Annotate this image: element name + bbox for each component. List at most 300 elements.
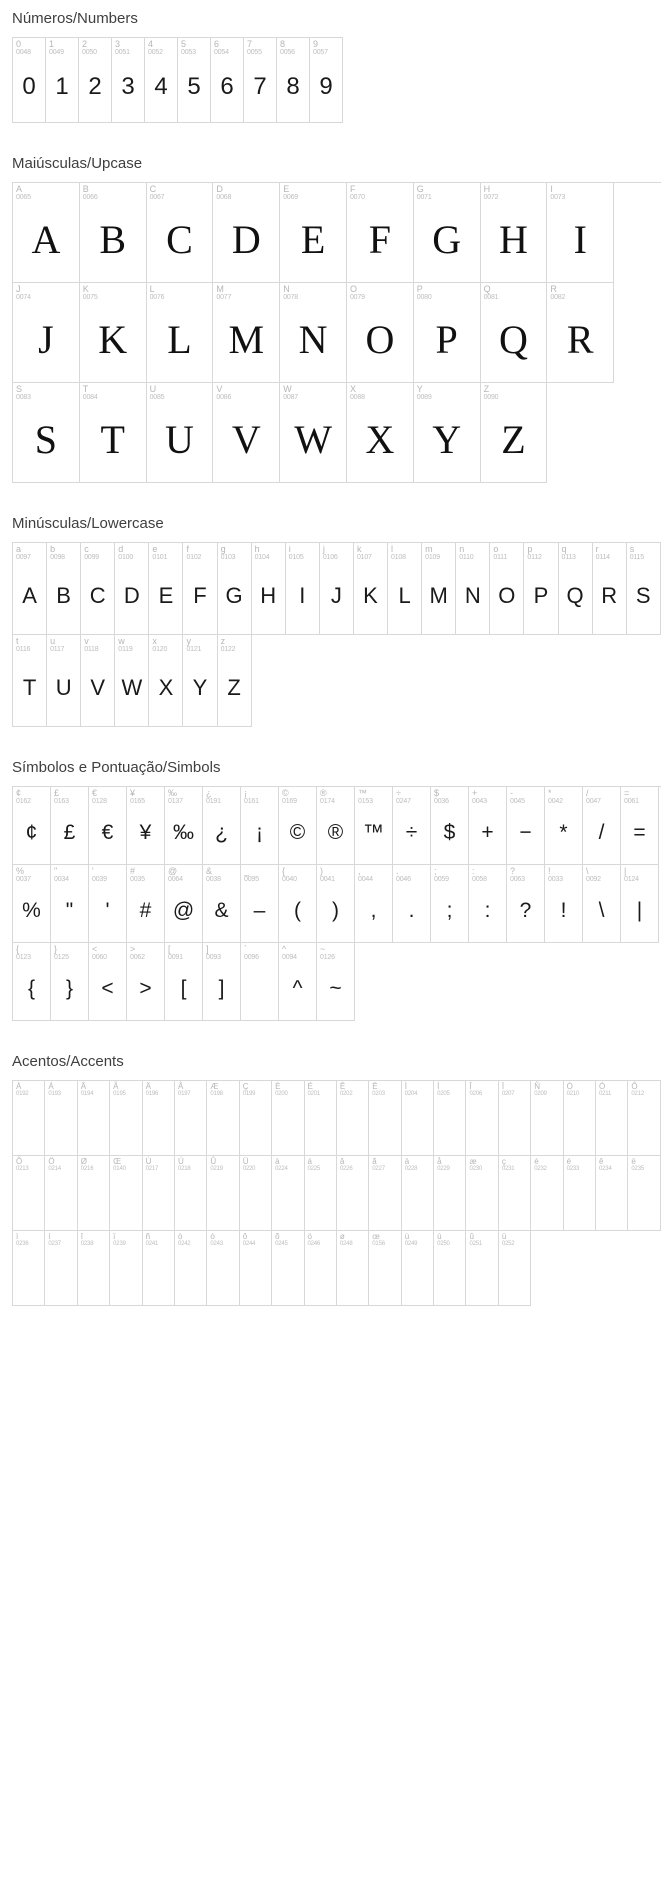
glyph-code: 0163	[54, 798, 69, 806]
glyph-char-label: I	[550, 184, 553, 194]
glyph-code: 0037	[16, 876, 31, 884]
glyph-cell[interactable]	[240, 1156, 272, 1231]
glyph-cell[interactable]	[218, 635, 252, 727]
glyph-char-label: u	[50, 636, 56, 646]
glyph-code: 0055	[247, 49, 262, 57]
glyph-cell[interactable]	[434, 1156, 466, 1231]
glyph-char-label: Ñ	[534, 1082, 541, 1091]
glyph-cell[interactable]	[402, 1081, 434, 1156]
glyph-char-label: .	[396, 866, 399, 876]
glyph-code: 0126	[320, 954, 335, 962]
glyph-code: 0242	[177, 1241, 191, 1248]
glyph-cell[interactable]	[469, 787, 507, 865]
glyph-preview	[628, 1173, 659, 1230]
glyph-code: 0085	[149, 394, 165, 402]
glyph-cell[interactable]	[279, 787, 317, 865]
glyph-cell[interactable]	[337, 1156, 369, 1231]
glyph-preview: #	[139, 898, 152, 922]
glyph-char-label: a	[16, 544, 22, 554]
glyph-code: 0212	[631, 1091, 644, 1098]
glyph-cell[interactable]	[89, 787, 127, 865]
glyph-cell[interactable]	[414, 183, 481, 283]
glyph-char-label: Û	[210, 1157, 217, 1166]
glyph-cell[interactable]	[490, 543, 524, 635]
glyph-cell[interactable]	[279, 865, 317, 943]
glyph-char-label: ®	[320, 788, 327, 798]
glyph-code: 0125	[54, 954, 69, 962]
glyph-cell[interactable]	[596, 1156, 628, 1231]
glyph-code: 0097	[16, 554, 31, 562]
glyph-cell[interactable]	[149, 635, 183, 727]
glyph-cell[interactable]	[78, 1231, 110, 1306]
glyph-char-label: |	[624, 866, 627, 876]
glyph-preview	[337, 1248, 368, 1305]
glyph-preview: .	[408, 898, 415, 922]
glyph-cell[interactable]	[545, 787, 583, 865]
glyph-code: 0092	[586, 876, 601, 884]
glyph-cell[interactable]	[145, 38, 178, 123]
glyph-cell[interactable]	[203, 865, 241, 943]
glyph-cell[interactable]	[388, 543, 422, 635]
glyph-cell[interactable]	[45, 1231, 77, 1306]
glyph-cell[interactable]	[213, 183, 280, 283]
glyph-code: 0225	[307, 1166, 321, 1173]
glyph-code: 0081	[483, 294, 499, 302]
glyph-preview	[466, 1248, 497, 1305]
glyph-char-label: $	[434, 788, 440, 798]
glyph-cell[interactable]	[165, 865, 203, 943]
glyph-grid	[12, 542, 661, 727]
glyph-cell[interactable]	[456, 543, 490, 635]
glyph-cell[interactable]	[337, 1081, 369, 1156]
glyph-cell[interactable]	[165, 787, 203, 865]
glyph-char-label: &	[206, 866, 213, 876]
glyph-cell[interactable]	[280, 283, 347, 383]
glyph-cell[interactable]	[621, 865, 659, 943]
glyph-cell[interactable]	[13, 1156, 45, 1231]
glyph-code: 0156	[372, 1241, 385, 1248]
glyph-meta	[241, 943, 278, 962]
glyph-char-label: Ú	[177, 1157, 184, 1166]
glyph-cell[interactable]	[51, 943, 89, 1021]
glyph-cell[interactable]	[203, 943, 241, 1021]
glyph-cell[interactable]	[115, 635, 149, 727]
glyph-cell[interactable]	[434, 1081, 466, 1156]
section-title: Maiúsculas/Upcase	[12, 155, 143, 172]
glyph-cell[interactable]	[305, 1081, 337, 1156]
glyph-meta	[286, 543, 319, 562]
glyph-cell[interactable]	[51, 865, 89, 943]
glyph-cell[interactable]	[207, 1156, 239, 1231]
glyph-preview	[240, 1173, 271, 1230]
glyph-meta	[13, 787, 50, 806]
glyph-cell[interactable]	[218, 543, 252, 635]
glyph-cell[interactable]	[286, 543, 320, 635]
glyph-cell[interactable]	[499, 1081, 531, 1156]
glyph-code: 0104	[254, 554, 270, 562]
glyph-cell[interactable]	[481, 183, 548, 283]
glyph-char-label: r	[595, 544, 599, 554]
glyph-char-label: Ç	[242, 1082, 249, 1091]
glyph-cell[interactable]	[240, 1081, 272, 1156]
glyph-cell[interactable]	[466, 1081, 498, 1156]
glyph-meta	[213, 183, 279, 202]
glyph-cell[interactable]	[337, 1231, 369, 1306]
glyph-meta	[13, 283, 79, 302]
glyph-cell[interactable]	[347, 183, 414, 283]
glyph-code: 0068	[216, 194, 232, 202]
glyph-cell[interactable]	[211, 38, 244, 123]
glyph-cell[interactable]	[115, 543, 149, 635]
glyph-meta	[13, 183, 79, 202]
glyph-code: 0213	[16, 1166, 29, 1173]
section-numbers	[0, 0, 661, 137]
glyph-char-label: W	[283, 384, 292, 394]
glyph-char-label: '	[92, 866, 94, 876]
glyph-preview	[369, 1173, 400, 1230]
glyph-cell[interactable]	[545, 865, 583, 943]
glyph-cell[interactable]	[241, 865, 279, 943]
glyph-cell[interactable]	[80, 283, 147, 383]
glyph-meta	[621, 865, 658, 884]
glyph-cell[interactable]	[466, 1231, 498, 1306]
glyph-cell[interactable]	[431, 787, 469, 865]
glyph-char-label: )	[320, 866, 323, 876]
glyph-meta	[621, 787, 658, 806]
glyph-preview: ,	[370, 898, 377, 922]
glyph-preview	[466, 1173, 497, 1230]
glyph-code: 0062	[130, 954, 145, 962]
glyph-cell[interactable]	[147, 383, 214, 483]
glyph-cell[interactable]	[481, 283, 548, 383]
glyph-cell[interactable]	[469, 865, 507, 943]
glyph-char-label: U	[149, 384, 157, 394]
glyph-cell[interactable]	[183, 543, 217, 635]
glyph-cell[interactable]	[347, 383, 414, 483]
glyph-cell[interactable]	[564, 1081, 596, 1156]
glyph-cell[interactable]	[507, 787, 545, 865]
glyph-meta	[402, 1231, 433, 1248]
glyph-cell[interactable]	[414, 383, 481, 483]
glyph-cell[interactable]	[165, 943, 203, 1021]
glyph-cell[interactable]	[393, 865, 431, 943]
glyph-cell[interactable]	[175, 1231, 207, 1306]
glyph-preview: €	[101, 820, 114, 844]
glyph-code: 0239	[113, 1241, 126, 1248]
glyph-code: 0174	[320, 798, 335, 806]
glyph-code: 0216	[80, 1166, 94, 1173]
glyph-cell[interactable]	[241, 943, 279, 1021]
glyph-preview: Z	[227, 674, 241, 700]
glyph-cell[interactable]	[252, 543, 286, 635]
glyph-cell[interactable]	[51, 787, 89, 865]
glyph-cell[interactable]	[305, 1231, 337, 1306]
glyph-meta	[127, 943, 164, 962]
glyph-cell[interactable]	[621, 787, 659, 865]
glyph-code: 0046	[396, 876, 411, 884]
glyph-cell[interactable]	[272, 1156, 304, 1231]
glyph-cell[interactable]	[593, 543, 627, 635]
glyph-cell[interactable]	[431, 865, 469, 943]
glyph-cell[interactable]	[143, 1081, 175, 1156]
glyph-meta	[165, 787, 202, 806]
glyph-preview	[272, 1173, 303, 1230]
glyph-char-label: j	[322, 544, 325, 554]
glyph-cell[interactable]	[81, 635, 115, 727]
glyph-cell[interactable]	[78, 1081, 110, 1156]
glyph-cell[interactable]	[110, 1231, 142, 1306]
glyph-meta	[317, 865, 354, 884]
glyph-cell[interactable]	[13, 787, 51, 865]
glyph-cell[interactable]	[207, 1081, 239, 1156]
glyph-cell[interactable]	[277, 38, 310, 123]
glyph-preview: %	[22, 898, 41, 922]
glyph-cell[interactable]	[47, 635, 81, 727]
glyph-cell[interactable]	[434, 1231, 466, 1306]
glyph-cell[interactable]	[524, 543, 558, 635]
glyph-char-label: E	[283, 184, 290, 194]
glyph-preview: 5	[187, 73, 201, 101]
glyph-cell[interactable]	[127, 865, 165, 943]
glyph-meta	[469, 787, 506, 806]
glyph-cell[interactable]	[369, 1231, 401, 1306]
glyph-preview	[564, 1098, 595, 1155]
glyph-cell[interactable]	[355, 865, 393, 943]
glyph-cell[interactable]	[564, 1156, 596, 1231]
glyph-meta	[127, 787, 164, 806]
glyph-cell[interactable]	[147, 183, 214, 283]
glyph-cell[interactable]	[81, 543, 115, 635]
glyph-cell[interactable]	[596, 1081, 628, 1156]
glyph-grid	[12, 37, 343, 123]
glyph-meta	[402, 1081, 433, 1098]
glyph-code: 0122	[220, 646, 236, 654]
glyph-cell[interactable]	[45, 1081, 77, 1156]
glyph-char-label: {	[282, 866, 286, 876]
glyph-cell[interactable]	[89, 943, 127, 1021]
glyph-cell[interactable]	[320, 543, 354, 635]
glyph-meta	[46, 38, 78, 57]
glyph-preview: R	[601, 582, 618, 608]
glyph-cell[interactable]	[369, 1156, 401, 1231]
glyph-char-label: Î	[469, 1082, 472, 1091]
glyph-cell[interactable]	[244, 38, 277, 123]
glyph-cell[interactable]	[47, 543, 81, 635]
glyph-cell[interactable]	[89, 865, 127, 943]
glyph-cell[interactable]	[110, 1081, 142, 1156]
glyph-cell[interactable]	[45, 1156, 77, 1231]
glyph-cell[interactable]	[207, 1231, 239, 1306]
glyph-char-label: æ	[469, 1157, 477, 1166]
glyph-cell[interactable]	[272, 1231, 304, 1306]
glyph-meta	[272, 1231, 303, 1248]
glyph-grid	[12, 1080, 661, 1306]
glyph-cell[interactable]	[280, 183, 347, 283]
section-lowercase	[0, 505, 661, 741]
glyph-meta	[110, 1081, 141, 1098]
glyph-cell[interactable]	[203, 787, 241, 865]
glyph-cell[interactable]	[355, 787, 393, 865]
glyph-cell[interactable]	[46, 38, 79, 123]
glyph-code: 0043	[472, 798, 487, 806]
glyph-cell[interactable]	[80, 383, 147, 483]
glyph-cell[interactable]	[80, 183, 147, 283]
glyph-cell[interactable]	[79, 38, 112, 123]
glyph-meta	[51, 787, 88, 806]
glyph-cell[interactable]	[422, 543, 456, 635]
glyph-grid	[12, 182, 661, 483]
glyph-cell[interactable]	[13, 865, 51, 943]
glyph-meta	[112, 38, 144, 57]
glyph-preview: $	[443, 820, 456, 844]
glyph-cell[interactable]	[13, 1231, 45, 1306]
glyph-char-label: ö	[307, 1232, 312, 1241]
glyph-meta	[80, 183, 146, 202]
glyph-cell[interactable]	[183, 635, 217, 727]
glyph-char-label: T	[82, 384, 89, 394]
glyph-code: 0231	[501, 1166, 515, 1173]
glyph-cell[interactable]	[13, 38, 46, 123]
glyph-cell[interactable]	[280, 383, 347, 483]
glyph-char-label: ò	[177, 1232, 183, 1241]
glyph-code: 0099	[84, 554, 99, 562]
glyph-preview	[110, 1098, 141, 1155]
glyph-cell[interactable]	[149, 543, 183, 635]
glyph-cell[interactable]	[466, 1156, 498, 1231]
glyph-cell[interactable]	[393, 787, 431, 865]
glyph-cell[interactable]	[13, 183, 80, 283]
glyph-meta	[628, 1156, 659, 1173]
glyph-cell[interactable]	[347, 283, 414, 383]
glyph-meta	[272, 1156, 303, 1173]
glyph-meta	[414, 283, 480, 302]
glyph-code: 0140	[113, 1166, 126, 1173]
glyph-code: 0035	[130, 876, 145, 884]
glyph-code: 0069	[283, 194, 298, 202]
glyph-cell[interactable]	[213, 283, 280, 383]
glyph-cell[interactable]	[310, 38, 343, 123]
glyph-code: 0233	[566, 1166, 580, 1173]
glyph-code: 0249	[404, 1241, 418, 1248]
glyph-cell[interactable]	[78, 1156, 110, 1231]
glyph-preview: Y	[192, 674, 208, 700]
glyph-cell[interactable]	[317, 865, 355, 943]
glyph-preview	[13, 1173, 44, 1230]
glyph-preview	[45, 1173, 76, 1230]
glyph-cell[interactable]	[481, 383, 548, 483]
glyph-meta	[481, 183, 547, 202]
glyph-cell[interactable]	[628, 1081, 660, 1156]
glyph-cell[interactable]	[143, 1156, 175, 1231]
glyph-cell[interactable]	[583, 787, 621, 865]
glyph-meta	[347, 283, 413, 302]
glyph-char-label: ó	[210, 1232, 215, 1241]
glyph-cell[interactable]	[402, 1156, 434, 1231]
glyph-cell[interactable]	[143, 1231, 175, 1306]
glyph-code: 0082	[550, 294, 566, 302]
glyph-cell[interactable]	[127, 943, 165, 1021]
glyph-preview: B	[56, 582, 71, 608]
glyph-cell[interactable]	[628, 1156, 660, 1231]
glyph-meta	[564, 1156, 595, 1173]
glyph-cell[interactable]	[531, 1156, 563, 1231]
glyph-cell[interactable]	[178, 38, 211, 123]
glyph-preview	[78, 1173, 109, 1230]
glyph-char-label: g	[220, 544, 226, 554]
glyph-preview: V	[231, 417, 261, 463]
glyph-cell[interactable]	[110, 1156, 142, 1231]
glyph-char-label: P	[416, 284, 423, 294]
glyph-preview	[78, 1098, 109, 1155]
glyph-cell[interactable]	[627, 543, 661, 635]
glyph-code: 0088	[349, 394, 365, 402]
glyph-cell[interactable]	[499, 1231, 531, 1306]
glyph-preview: E	[300, 217, 326, 263]
glyph-cell[interactable]	[354, 543, 388, 635]
glyph-cell[interactable]	[13, 543, 47, 635]
glyph-char-label: :	[472, 866, 475, 876]
glyph-code: 0087	[283, 394, 298, 402]
glyph-cell[interactable]	[369, 1081, 401, 1156]
glyph-code: 0210	[566, 1091, 580, 1098]
glyph-preview: L	[398, 582, 411, 608]
glyph-cell[interactable]	[499, 1156, 531, 1231]
glyph-cell[interactable]	[402, 1231, 434, 1306]
glyph-cell[interactable]	[13, 943, 51, 1021]
glyph-cell[interactable]	[175, 1081, 207, 1156]
glyph-cell[interactable]	[175, 1156, 207, 1231]
glyph-cell[interactable]	[317, 943, 355, 1021]
glyph-meta	[203, 865, 240, 884]
glyph-cell[interactable]	[147, 283, 214, 383]
glyph-char-label: ú	[437, 1232, 442, 1241]
glyph-code: 0034	[54, 876, 69, 884]
glyph-cell[interactable]	[13, 383, 80, 483]
glyph-cell[interactable]	[13, 283, 80, 383]
glyph-meta	[466, 1231, 497, 1248]
glyph-cell[interactable]	[414, 283, 481, 383]
glyph-cell[interactable]	[547, 283, 614, 383]
glyph-cell[interactable]	[583, 865, 621, 943]
glyph-code: 0051	[115, 49, 130, 57]
glyph-cell[interactable]	[13, 635, 47, 727]
glyph-meta	[393, 787, 430, 806]
glyph-cell[interactable]	[547, 183, 614, 283]
glyph-cell[interactable]	[127, 787, 165, 865]
glyph-code: 0110	[459, 554, 474, 562]
glyph-preview: ]	[218, 976, 225, 1000]
glyph-cell[interactable]	[305, 1156, 337, 1231]
glyph-cell[interactable]	[531, 1081, 563, 1156]
glyph-cell[interactable]	[279, 943, 317, 1021]
glyph-preview: C	[166, 217, 193, 263]
glyph-cell[interactable]	[241, 787, 279, 865]
glyph-cell[interactable]	[559, 543, 593, 635]
glyph-cell[interactable]	[272, 1081, 304, 1156]
glyph-cell[interactable]	[13, 1081, 45, 1156]
glyph-cell[interactable]	[112, 38, 145, 123]
glyph-code: 0202	[339, 1091, 353, 1098]
glyph-char-label: ,	[358, 866, 361, 876]
glyph-code: 0039	[92, 876, 107, 884]
glyph-code: 0203	[372, 1091, 385, 1098]
glyph-preview: +	[481, 820, 494, 844]
glyph-meta	[369, 1081, 400, 1098]
glyph-cell[interactable]	[317, 787, 355, 865]
glyph-cell[interactable]	[240, 1231, 272, 1306]
glyph-cell[interactable]	[213, 383, 280, 483]
glyph-cell[interactable]	[507, 865, 545, 943]
